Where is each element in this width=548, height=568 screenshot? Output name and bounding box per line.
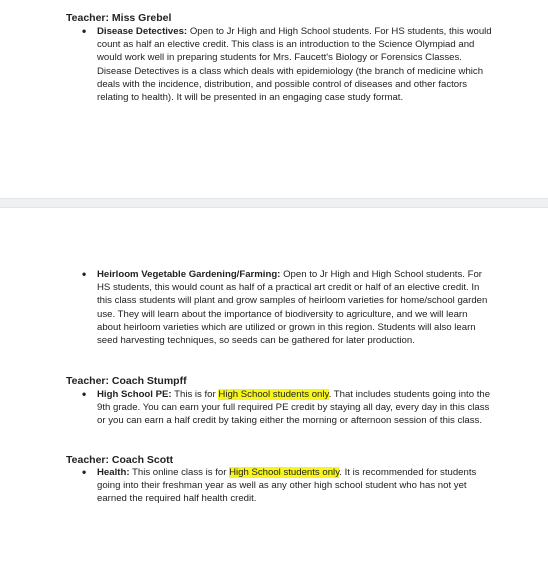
page-break: [0, 198, 548, 208]
course-disease-detectives: [82, 25, 492, 104]
course-high-school-pe: [82, 388, 492, 428]
course-description: [97, 268, 492, 347]
highlighted-text: High School students only: [229, 467, 340, 478]
course-health: [82, 466, 492, 506]
bullet-icon: •: [82, 465, 87, 479]
highlighted-text: High School students only: [218, 389, 329, 400]
document-page-2: [0, 208, 548, 568]
course-body-after: . It is recommended for students going into their freshman year as well as any other high school student who has not yet earned the required half health credit.: [97, 467, 477, 505]
bullet-icon: •: [82, 267, 87, 281]
course-description: [97, 25, 492, 104]
course-heirloom-gardening: [82, 268, 492, 347]
course-body-after: . That includes students going into the 9th grade. You can earn your full required PE credit by staying all day, every day in this class or you can earn a half credit by taking either the morning or afternoon session of this class.: [97, 389, 491, 427]
course-body: Open to Jr High and High School students. For HS students, this would count as half of a practical art credit or half of an elective credit. In this class students will plant and grow samples of heirloom varieties for home/school garden use. They will learn about the importance of biodiversity to agriculture, and we will learn about heirloom varieties which are utilized or grown in this region. Students will also learn seed harvesting techniques, so seeds can be gathered for later production.: [97, 269, 488, 347]
teacher-heading-scott: Teacher: Coach Scott: [66, 454, 174, 466]
course-title: Disease Detectives:: [97, 26, 188, 37]
document-page-1: [0, 0, 548, 198]
course-title: High School PE:: [97, 389, 172, 400]
teacher-heading-stumpff: Teacher: Coach Stumpff: [66, 375, 187, 387]
course-title: Health:: [97, 467, 130, 478]
bullet-icon: •: [82, 24, 87, 38]
bullet-icon: •: [82, 387, 87, 401]
course-title: Heirloom Vegetable Gardening/Farming:: [97, 269, 281, 280]
course-body-before: This online class is for: [132, 467, 227, 478]
course-description: [97, 466, 492, 506]
course-description: [97, 388, 492, 428]
course-body: Open to Jr High and High School students. For HS students, this would count as half an elective credit. This class is an introduction to the Science Olympiad and would work well in preparing students for Mrs. Faucett's Biology or Forensics Classes. Disease Detectives is a class which deals with epidemiology (the branch of medicine which deals with the incidence, distribution, and possible control of diseases and other factors relating to health). It will be presented in an engaging case study format.: [97, 26, 492, 104]
teacher-heading-grebel: Teacher: Miss Grebel: [66, 12, 172, 24]
course-body-before: This is for: [174, 389, 216, 400]
